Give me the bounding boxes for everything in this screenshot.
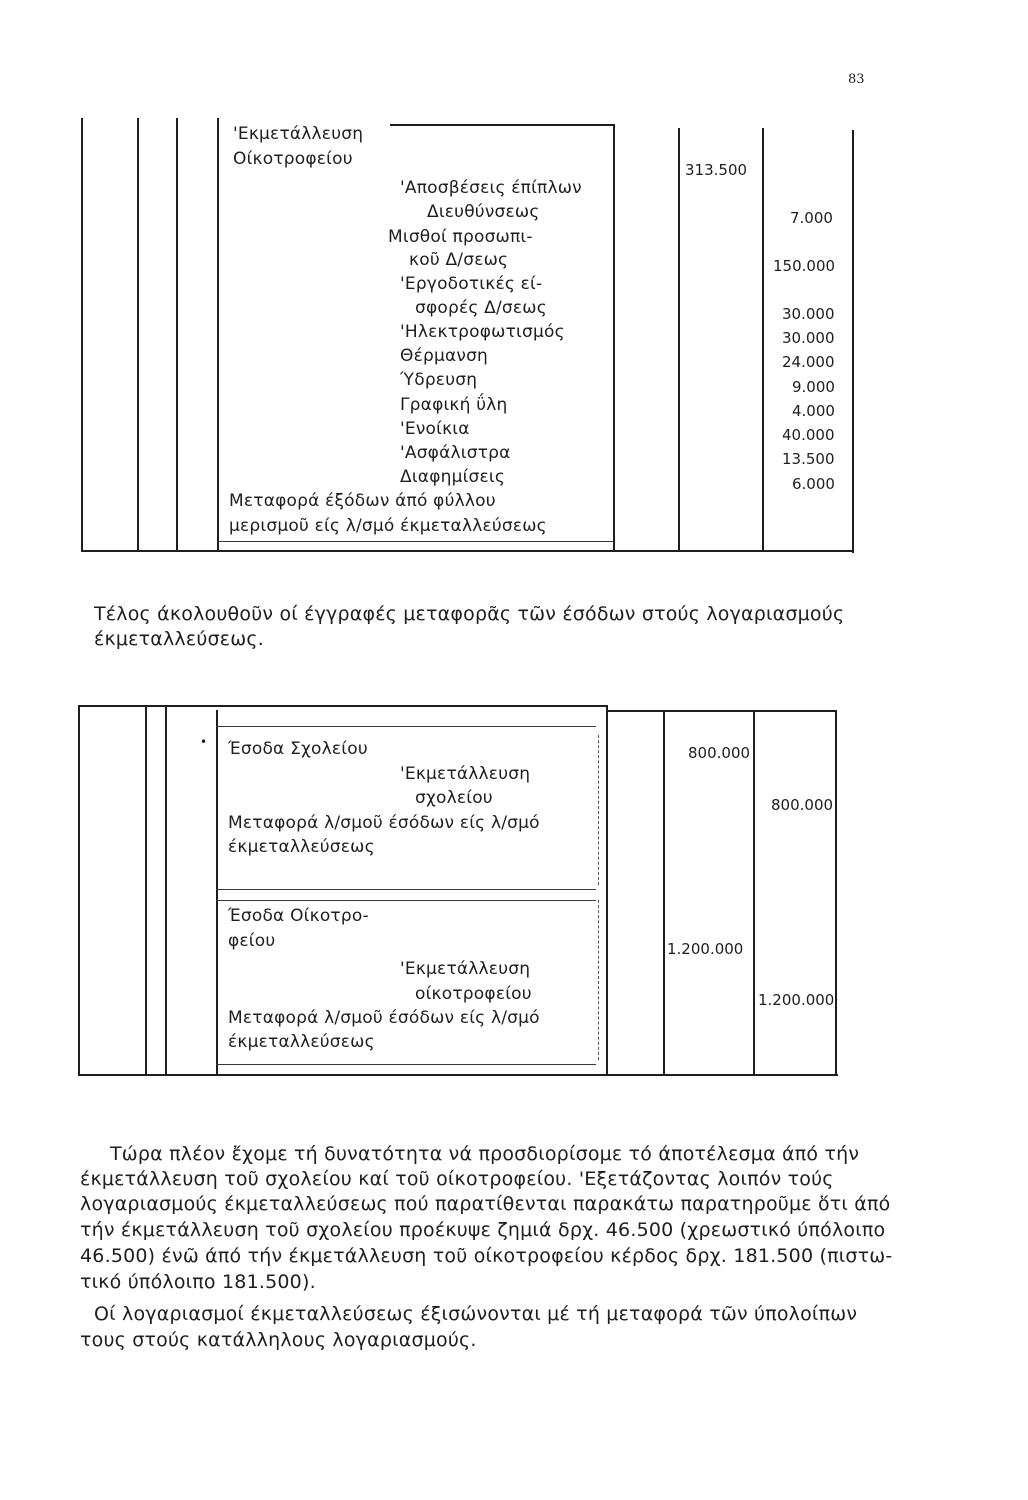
credit-account-line: κοῦ Δ/σεως [409, 250, 509, 270]
credit-amount: 7.000 [790, 209, 833, 227]
credit-account-line: Θέρμανση [400, 346, 489, 366]
table-rule [176, 118, 178, 550]
paragraph-line: 46.500) ένῶ άπό τήν έκμετάλλευση τοῦ οίκοτροφείου κέρδος δρχ. 181.500 (πιστω- [80, 1245, 893, 1267]
credit-account-line: Διευθύνσεως [427, 202, 540, 222]
credit-account-line: Ύδρευση [400, 370, 478, 390]
table-rule [216, 726, 596, 727]
debit-amount: 800.000 [688, 744, 751, 762]
table-rule [78, 705, 80, 1076]
credit-amount: 1.200.000 [758, 991, 835, 1009]
table-rule [78, 705, 608, 707]
credit-account-line: 'Εκμετάλλευση [400, 959, 531, 979]
debit-account-line: φείου [228, 931, 276, 951]
credit-account-line: σφορές Δ/σεως [415, 298, 547, 318]
table-rule [216, 889, 596, 890]
credit-account-line: 'Ηλεκτροφωτισμός [400, 322, 565, 342]
debit-account-line: Οίκοτροφείου [233, 149, 353, 169]
narration-line: Μεταφορά λ/σμοῦ έσόδων είς λ/σμό [228, 1008, 540, 1028]
narration-line: Μεταφορά έξόδων άπό φύλλου [229, 491, 496, 511]
credit-amount: 13.500 [782, 450, 835, 468]
table-rule [606, 710, 835, 712]
credit-amount: 24.000 [782, 353, 835, 371]
paragraph-line: τικό ύπόλοιπο 181.500). [80, 1271, 316, 1293]
credit-account-line: σχολείου [415, 788, 493, 808]
table-rule [216, 1064, 596, 1065]
table-rule [217, 541, 613, 542]
table-rule [663, 712, 665, 1076]
table-rule [762, 128, 764, 550]
credit-account-line: Γραφική ΰλη [400, 395, 508, 415]
table-rule [216, 710, 218, 1076]
paragraph-line: Τέλος άκολουθοῦν οί έγγραφές μεταφορᾶς τῶν έσόδων στούς λογαριασμούς [94, 603, 845, 625]
paragraph-line: Οί λογαριασμοί έκμεταλλεύσεως έξισώνονται μέ τή μεταφορά τῶν ύπολοίπων [94, 1303, 858, 1325]
credit-account-line: Διαφημίσεις [400, 467, 506, 487]
credit-account-line: 'Ενοίκια [400, 419, 470, 439]
credit-amount: 150.000 [773, 257, 836, 275]
narration-line: έκμεταλλεύσεως [228, 837, 375, 857]
paragraph-line: τήν έκμετάλλευση τοῦ σχολείου προέκυψε ζημιά δρχ. 46.500 (χρεωστικό ύπόλοιπο [80, 1219, 886, 1241]
paragraph-line: τους στούς κατάλληλους λογαριασμούς. [80, 1329, 477, 1351]
paragraph-line: έκμεταλλεύσεως. [94, 628, 264, 650]
table-rule [165, 705, 167, 1076]
table-rule [606, 705, 608, 1076]
credit-amount: 6.000 [792, 475, 835, 493]
credit-amount: 9.000 [792, 378, 835, 396]
credit-amount: 30.000 [782, 329, 835, 347]
paragraph-line: λογαριασμούς έκμεταλλεύσεως πού παρατίθενται παρακάτω παρατηροῦμε ὅτι άπό [80, 1193, 891, 1215]
credit-account-line: 'Αποσβέσεις έπίπλων [400, 178, 582, 198]
debit-account-line: Έσοδα Σχολείου [228, 739, 368, 759]
table-rule [81, 550, 854, 552]
table-rule [81, 118, 83, 550]
table-rule [390, 124, 615, 126]
table-rule [78, 1074, 838, 1076]
table-rule [753, 712, 755, 1076]
table-rule [598, 900, 599, 1060]
debit-amount: 1.200.000 [667, 940, 744, 958]
credit-account-line: 'Ασφάλιστρα [400, 443, 511, 463]
page-number: 83 [848, 72, 865, 87]
credit-amount: 40.000 [782, 426, 835, 444]
debit-account-line: Έσοδα Οίκοτρο- [228, 906, 369, 926]
table-rule [852, 130, 854, 553]
debit-account-line: 'Εκμετάλλευση [233, 124, 364, 144]
table-rule [216, 900, 596, 901]
narration-line: μερισμοῦ είς λ/σμό έκμεταλλεύσεως [229, 516, 547, 536]
table-rule [678, 128, 680, 550]
table-rule [145, 705, 147, 1076]
table-rule [835, 710, 837, 1076]
narration-line: έκμεταλλεύσεως [228, 1032, 375, 1052]
table-rule [613, 125, 615, 550]
credit-account-line: οίκοτροφείου [415, 984, 532, 1004]
table-rule [137, 118, 139, 550]
table-rule [598, 735, 599, 885]
debit-amount: 313.500 [685, 161, 748, 179]
credit-amount: 30.000 [782, 305, 835, 323]
paragraph-line: Τώρα πλέον ἔχομε τή δυνατότητα νά προσδιορίσομε τό άποτέλεσμα άπό τήν [110, 1143, 860, 1165]
credit-amount: 4.000 [792, 402, 835, 420]
table-rule [217, 118, 219, 550]
paragraph-line: έκμετάλλευση τοῦ σχολείου καί τοῦ οίκοτροφείου. 'Εξετάζοντας λοιπόν τούς [80, 1168, 834, 1190]
credit-amount: 800.000 [771, 796, 834, 814]
credit-account-line: Μισθοί προσωπι- [388, 227, 533, 247]
credit-account-line: 'Εργοδοτικές εί- [400, 274, 543, 294]
bullet-icon: • [200, 735, 208, 749]
narration-line: Μεταφορά λ/σμοῦ έσόδων είς λ/σμό [228, 813, 540, 833]
credit-account-line: 'Εκμετάλλευση [400, 764, 531, 784]
